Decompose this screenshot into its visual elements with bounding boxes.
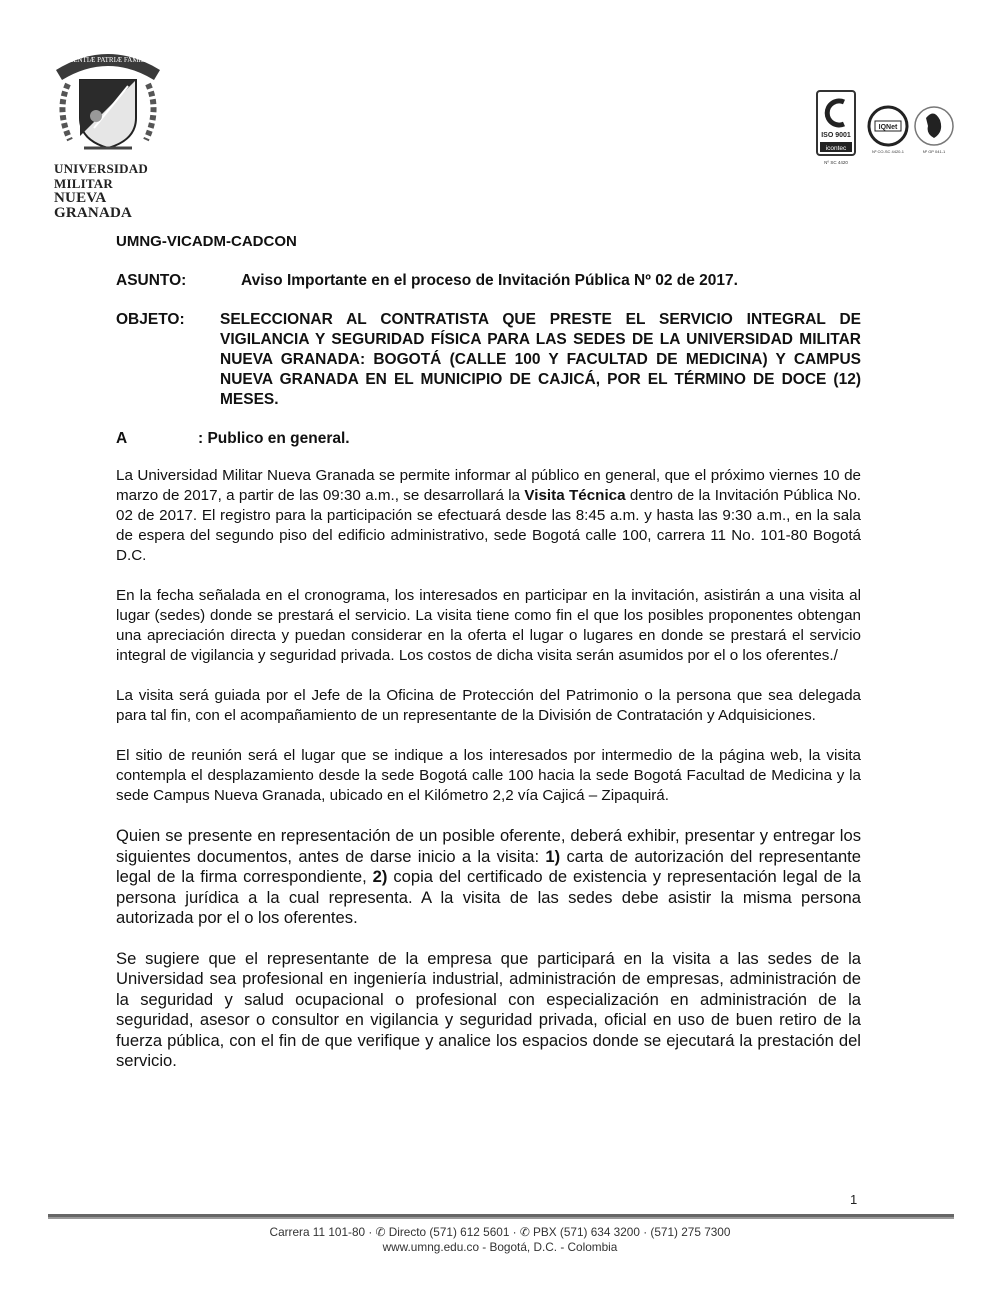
p5-number-1: 1): [545, 846, 561, 866]
letter-body: [116, 230, 861, 1072]
letterhead: [0, 0, 1000, 221]
footer-address: Carrera 11 101-80 · ✆ Directo (571) 612 5601 · ✆ PBX (571) 634 3200 · (571) 275 7300: [269, 1225, 731, 1239]
footer-divider: [48, 1214, 954, 1219]
iqnet-label: IQNet: [878, 124, 898, 131]
paragraph-schedule: En la fecha señalada en el cronograma, los interesados en participar en la invitación, asistirán a una visita al lugar (sedes) donde se prestará el servicio. La visita tiene como fin el que los posibles proponentes obtengan una apreciación directa y puedan considerar en la oferta el lugar o lugares en donde se prestará el servicio integral de vigilancia y seguridad privada. Los costos de dicha visita serán asumidos por el o los oferentes./: [116, 587, 861, 664]
paragraph-meeting-place: El sitio de reunión será el lugar que se indique a los interesados por intermedio de la página web, la visita contempla el desplazamiento desde la sede Bogotá calle 100 hacia la sede Bogotá Facultad de Medicina y la sede Campus Nueva Granada, ubicado en el Kilómetro 2,2 vía Cajicá – Zipaquirá.: [116, 747, 861, 804]
object-block: [116, 310, 861, 410]
p5-number-2: 2): [372, 867, 388, 886]
p5-text-c: copia del certificado de existencia y representación legal de la persona jurídica a la cual representa. A la visita de las sedes debe asistir la misma persona autorizada por el o los oferentes.: [116, 867, 861, 927]
crest-motto: SCIENTIÆ PATRIÆ FAMILIÆ: [62, 56, 154, 64]
cert-co-label: Nº CO-SC 4420-1: [872, 149, 904, 154]
university-name: [54, 161, 175, 221]
footer-website: www.umng.edu.co - Bogotá, D.C. - Colombia: [382, 1240, 618, 1254]
paragraph-guide: La visita será guiada por el Jefe de la Oficina de Protección del Patrimonio o la persona que sea delegada para tal fin, con el acompañamiento de un representante de la División de Contratación y Adquisiciones.: [116, 687, 861, 724]
subject-text: Aviso Importante en el proceso de Invitación Pública Nº 02 de 2017.: [241, 272, 738, 289]
cert-sc-label: Nº SC 4420: [824, 160, 848, 165]
cert-gp-label: Nº GP 041-1: [922, 149, 946, 154]
object-label: OBJETO:: [116, 311, 185, 328]
addressee-text: : Publico en general.: [198, 430, 350, 447]
footer: [0, 1225, 1000, 1255]
iqnet-logo: [869, 107, 907, 154]
paragraph-representative: Se sugiere que el representante de la empresa que participará en la visita a las sedes de la Universidad sea profesional en ingeniería industrial, administración de empresas, administración de la seguridad y salud ocupacional o profesional con especialización en administración de la seguridad, asesor o consultor en vigilancia y seguridad privada, oficial en uso de buen retiro de la fuerza pública, con el fin de que verifique y analice los espacios donde se ejecutará la prestación del servicio.: [116, 948, 861, 1070]
iso-label: ISO 9001: [821, 132, 851, 139]
crest-icon: [48, 40, 168, 158]
object-text: SELECCIONAR AL CONTRATISTA QUE PRESTE EL SERVICIO INTEGRAL DE VIGILANCIA Y SEGURIDAD FÍSICA PARA LAS SEDES DE LA UNIVERSIDAD MILITAR NUEVA GRANADA: BOGOTÁ (CALLE 100 Y FACULTAD DE MEDICINA) Y CAMPUS NUEVA GRANADA EN EL MUNICIPIO DE CAJICÁ, POR EL TÉRMINO DE DOCE (12) MESES.: [220, 311, 861, 408]
university-name-line2: NUEVA GRANADA: [54, 190, 133, 221]
paragraph-visit-notice: [116, 466, 861, 566]
p1-bold-visita-tecnica: Visita Técnica: [524, 487, 626, 504]
certification-marks: [814, 88, 959, 168]
subject-line: [116, 272, 861, 290]
document-reference: UMNG-VICADM-CADCON: [116, 233, 297, 250]
addressee-label: A: [116, 430, 128, 447]
paragraph-documents: [116, 826, 861, 929]
p1-text-b: dentro de la Invitación Pública No. 02 de 2017. El registro para la participación se efectuará desde las 8:45 a.m. y hasta las 9:30 a.m., en la sala de espera del segundo piso del edificio administrativo, sede Bogotá calle 100, carrera 11 No. 101-80 Bogotá D.C.: [116, 487, 862, 564]
p5-text-b: carta de autorización del representante legal de la firma correspondiente,: [116, 846, 862, 886]
page-number: 1: [850, 1192, 858, 1207]
icontec-logo: [817, 91, 855, 165]
university-logo: [40, 40, 175, 221]
p1-text-a: La Universidad Militar Nueva Granada se permite informar al público en general, que el próximo viernes 10 de marzo de 2017, a partir de las 09:30 a.m., se desarrollará la: [116, 467, 861, 504]
icontec-label: icontec: [825, 145, 847, 152]
addressee-line: [116, 430, 861, 448]
p5-text-a: Quien se presente en representación de un posible oferente, deberá exhibir, presentar y entregar los siguientes documentos, antes de darse inicio a la visita:: [116, 826, 861, 866]
gp-logo: [915, 107, 953, 154]
university-name-line1: UNIVERSIDAD MILITAR: [54, 161, 148, 191]
certification-logos: [814, 88, 959, 168]
subject-label: ASUNTO:: [116, 272, 187, 289]
